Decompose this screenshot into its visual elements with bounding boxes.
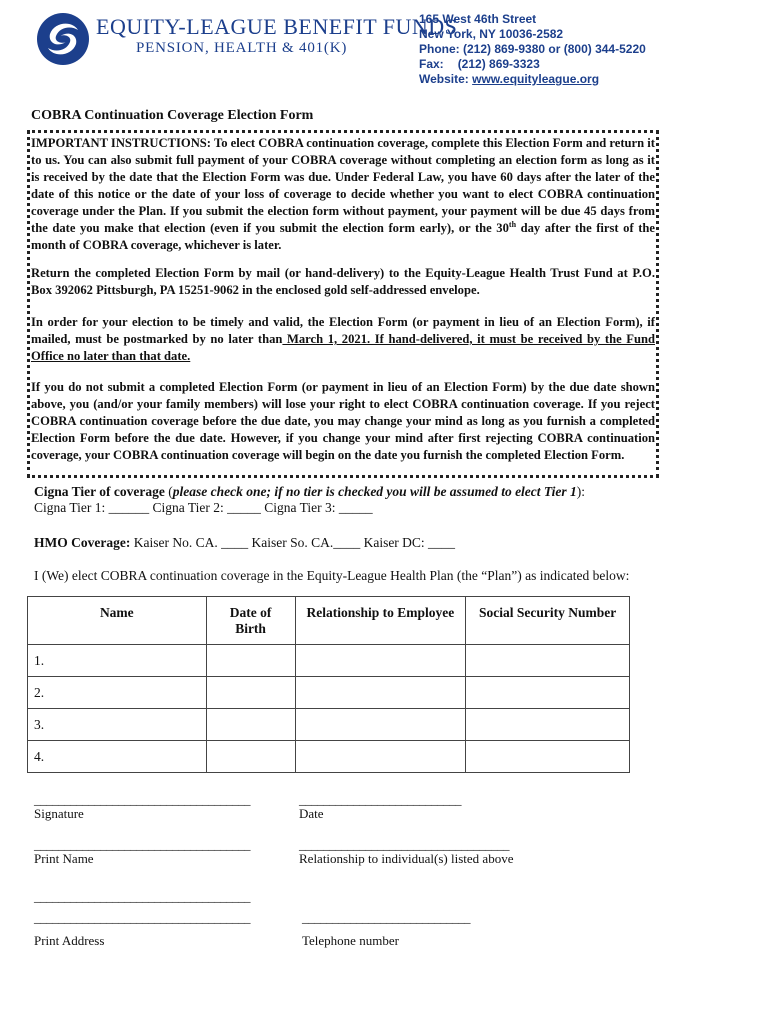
cigna-tier-label: Cigna Tier of coverage — [34, 484, 165, 499]
instructions-paragraph-1 — [31, 135, 655, 254]
address-line-2: New York, NY 10036-2582 — [419, 27, 564, 41]
instructions-paragraph-4 — [31, 379, 655, 464]
table-header-row — [28, 597, 630, 645]
row-number[interactable]: 1. — [28, 645, 207, 677]
website-label: Website: — [419, 72, 473, 86]
form-title: COBRA Continuation Coverage Election Form — [31, 108, 314, 123]
instructions-paragraph-3 — [31, 314, 655, 365]
row-number[interactable]: 4. — [28, 741, 207, 773]
address-line-upper[interactable]: ____________________________________ — [34, 889, 250, 904]
relationship-cell[interactable] — [295, 645, 466, 677]
logo-subtitle: PENSION, HEALTH & 401(K) — [136, 40, 348, 56]
signature-line[interactable]: ____________________________________ — [34, 792, 250, 807]
due-date-text: March 1, 2021. If hand-delivered, it must be received by the Fund Office no later than that date. — [31, 332, 655, 363]
ssn-cell[interactable] — [466, 709, 630, 741]
table-row — [28, 709, 630, 741]
table-row — [28, 677, 630, 709]
header-date-of-birth — [206, 597, 295, 645]
ssn-cell[interactable] — [466, 645, 630, 677]
dob-cell[interactable] — [206, 645, 295, 677]
print-name-label: Print Name — [34, 851, 94, 866]
contact-block — [419, 12, 646, 87]
cigna-note-close: ): — [576, 484, 586, 499]
hmo-coverage-line[interactable] — [34, 535, 455, 551]
fax-value: (212) 869-3323 — [457, 57, 540, 71]
relationship-line[interactable]: ___________________________________ — [299, 837, 509, 852]
cigna-tier-options[interactable]: Cigna Tier 1: ______ Cigna Tier 2: _____ Cigna Tier 3: _____ — [34, 500, 373, 515]
relationship-cell[interactable] — [295, 709, 466, 741]
header-relationship: Relationship to Employee — [295, 597, 466, 645]
hmo-options: Kaiser No. CA. ____ Kaiser So. CA.____ Kaiser DC: ____ — [130, 535, 456, 550]
relationship-label: Relationship to individual(s) listed above — [299, 851, 514, 866]
instructions-p1-tail: day after the first of the month of COBRA coverage, whichever is later. — [31, 221, 655, 252]
relationship-cell[interactable] — [295, 741, 466, 773]
phone-line: Phone: (212) 869-9380 or (800) 344-5220 — [419, 42, 646, 56]
ordinal-superscript: th — [508, 219, 517, 229]
instructions-p1-text: IMPORTANT INSTRUCTIONS: To elect COBRA continuation coverage, complete this Election Form and return it to us. You can also submit full payment of your COBRA coverage without completing an election form as long as it is received by the date that the Election Form was due. Under Federal Law, you have 60 days after the later of the date of this notice or the date of your loss of coverage to decide whether you want to elect COBRA continuation coverage under the Plan. If you submit the election form without payment, your payment will be due 45 days from the date you make that election (even if you submit the election form early), or the 30 — [31, 136, 655, 235]
date-label: Date — [299, 806, 324, 821]
dob-cell[interactable] — [206, 741, 295, 773]
header-dob-line-1: Date of — [229, 605, 272, 620]
equity-league-logo-icon — [36, 12, 90, 66]
cigna-tier-note: please check one; if no tier is checked you will be assumed to elect Tier 1 — [172, 484, 577, 499]
logo-name: EQUITY-LEAGUE BENEFIT FUNDS — [96, 14, 458, 39]
instructions-paragraph-2 — [31, 265, 655, 299]
header-name: Name — [28, 597, 207, 645]
telephone-label: Telephone number — [302, 933, 399, 948]
website-line — [419, 72, 646, 87]
hmo-label: HMO Coverage: — [34, 535, 131, 550]
address-line-1: 165 West 46th Street — [419, 12, 537, 26]
ssn-cell[interactable] — [466, 677, 630, 709]
signature-label: Signature — [34, 806, 84, 821]
table-row — [28, 645, 630, 677]
telephone-line[interactable]: ____________________________ — [302, 910, 470, 925]
instructions-p3-text: In order for your election to be timely and valid, the Election Form (or payment in lieu of an Election Form), if mailed, must be postmarked by no later than — [31, 315, 655, 346]
address-line-lower[interactable]: ____________________________________ — [34, 910, 250, 925]
cigna-tier-heading — [34, 484, 585, 500]
table-row — [28, 741, 630, 773]
instructions-p4-text: If you do not submit a completed Election Form (or payment in lieu of an Election Form) by the due date shown above, you (and/or your family members) will lose your right to elect COBRA continuation coverage. If you reject COBRA continuation coverage before the due date, you may change your mind as long as you furnish a completed Election Form before the due date. However, if you change your mind after first rejecting COBRA continuation coverage, your COBRA continuation coverage will begin on the date you furnish the completed Election Form. — [31, 380, 655, 462]
election-statement: I (We) elect COBRA continuation coverage in the Equity-League Health Plan (the “Plan”) as indicated below: — [34, 568, 630, 583]
dependents-table — [27, 596, 630, 773]
fax-label: Fax: — [419, 57, 444, 71]
website-link[interactable]: www.equityleague.org — [472, 72, 600, 86]
relationship-cell[interactable] — [295, 677, 466, 709]
date-line[interactable]: ___________________________ — [299, 792, 461, 807]
header-ssn: Social Security Number — [466, 597, 630, 645]
print-address-label: Print Address — [34, 933, 105, 948]
row-number[interactable]: 3. — [28, 709, 207, 741]
ssn-cell[interactable] — [466, 741, 630, 773]
print-name-line[interactable]: ____________________________________ — [34, 837, 250, 852]
cigna-note-open: ( — [164, 484, 173, 499]
header-dob-line-2: Birth — [235, 621, 266, 636]
instructions-p2-text: Return the completed Election Form by mail (or hand-delivery) to the Equity-League Health Trust Fund at P.O. Box 392062 Pittsburgh, PA 15251-9062 in the enclosed gold self-addressed envelope. — [31, 266, 655, 297]
row-number[interactable]: 2. — [28, 677, 207, 709]
dob-cell[interactable] — [206, 677, 295, 709]
dob-cell[interactable] — [206, 709, 295, 741]
fax-line — [419, 57, 646, 72]
